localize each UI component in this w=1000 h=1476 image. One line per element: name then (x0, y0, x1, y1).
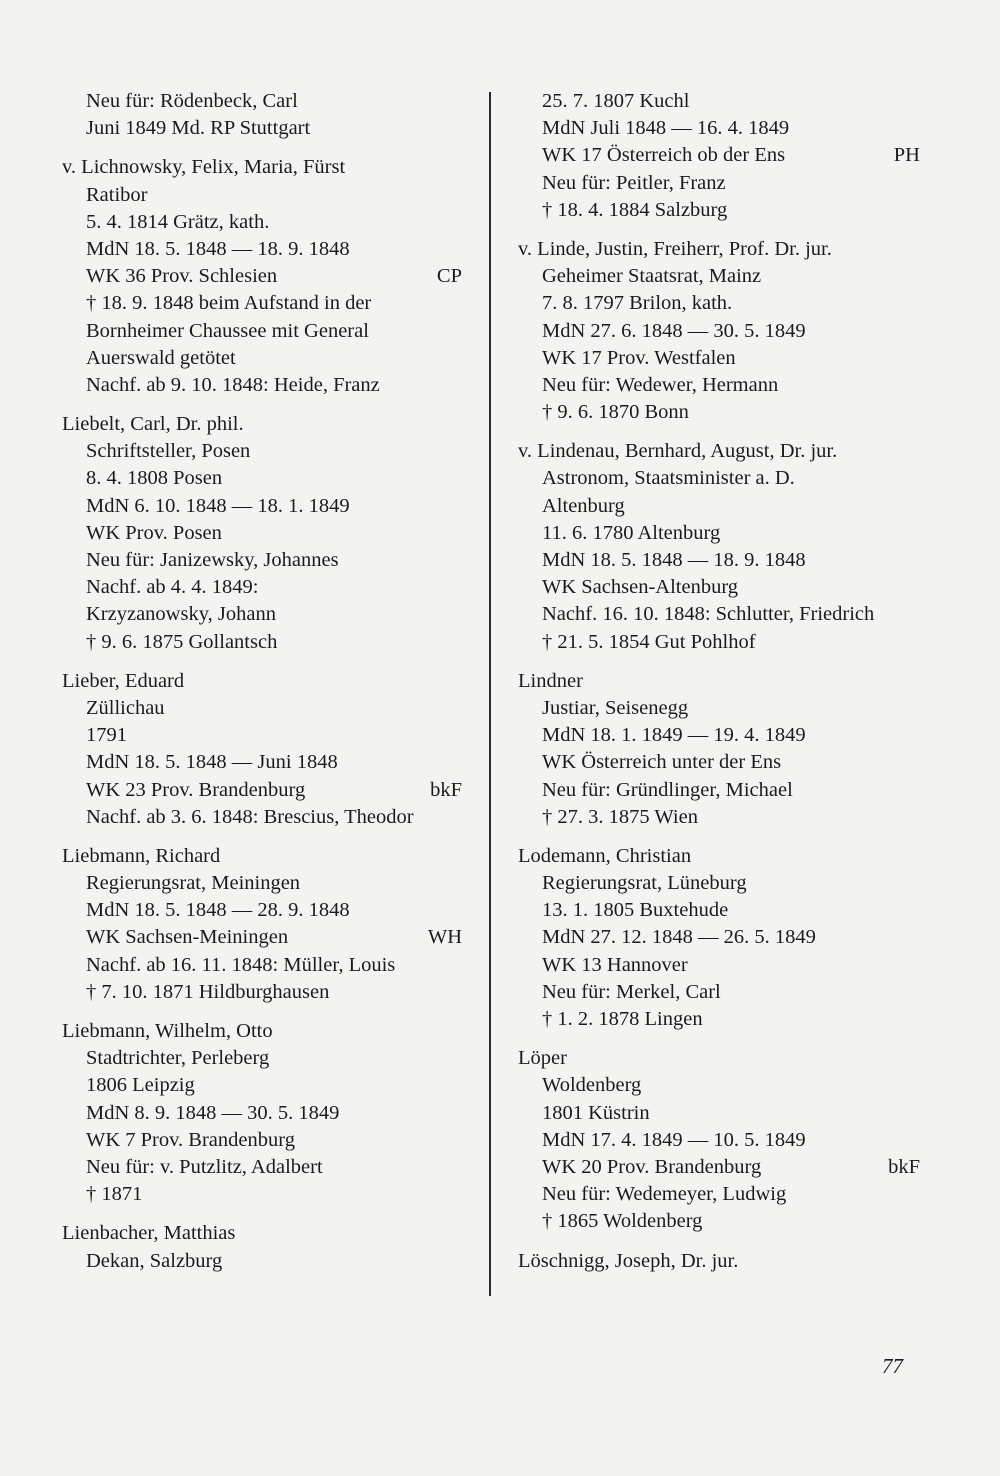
entry-detail-line (518, 372, 920, 399)
line-text: Justiar, Seisenegg (542, 696, 689, 719)
entry-name-line (62, 668, 462, 695)
entry-name-line (62, 1018, 462, 1045)
entry-name-line (518, 438, 920, 465)
line-text: Geheimer Staatsrat, Mainz (542, 265, 762, 288)
line-text: WK 13 Hannover (542, 953, 688, 976)
line-text: MdN 27. 6. 1848 — 30. 5. 1849 (542, 319, 806, 342)
entry-detail-line (518, 979, 920, 1006)
entry-name-line (62, 1220, 462, 1247)
line-text: WK 17 Prov. Westfalen (542, 346, 736, 369)
line-text: 13. 1. 1805 Buxtehude (542, 899, 729, 922)
entry-detail-line (518, 629, 920, 656)
line-text: Nachf. ab 9. 10. 1848: Heide, Franz (86, 373, 380, 396)
line-text: 1806 Leipzig (86, 1074, 195, 1097)
line-text: Nachf. 16. 10. 1848: Schlutter, Friedrich (542, 603, 875, 626)
line-text: Lienbacher, Matthias (62, 1222, 236, 1245)
line-text: WK 23 Prov. Brandenburg (86, 778, 306, 801)
register-entry (518, 1248, 920, 1275)
line-text: Löper (518, 1047, 567, 1070)
entry-detail-line (518, 345, 920, 372)
line-text: Neu für: Wedewer, Hermann (542, 373, 779, 396)
line-text: 5. 4. 1814 Grätz, kath. (86, 210, 270, 233)
line-text: Neu für: Janizewsky, Johannes (86, 549, 339, 571)
line-text: MdN Juli 1848 — 16. 4. 1849 (542, 117, 790, 140)
line-text: v. Lindenau, Bernhard, August, Dr. jur. (518, 440, 838, 463)
entry-detail-line (62, 749, 462, 776)
entry-detail-line (62, 547, 462, 574)
entry-detail-line (62, 438, 462, 465)
faction-code: CP (436, 265, 462, 288)
line-text: Nachf. ab 4. 4. 1849: (86, 576, 259, 599)
line-text: † 9. 6. 1870 Bonn (542, 401, 689, 424)
entry-detail-line (518, 601, 920, 628)
entry-detail-line (62, 345, 462, 372)
entry-detail-line (518, 777, 920, 804)
line-text: MdN 18. 5. 1848 — 18. 9. 1848 (542, 549, 806, 571)
entry-detail-line (62, 979, 462, 1006)
register-entry (62, 843, 462, 1006)
entry-detail-line (62, 182, 462, 209)
register-entry (518, 843, 920, 1033)
line-text: 7. 8. 1797 Brilon, kath. (542, 292, 733, 315)
entry-detail-line (518, 1100, 920, 1127)
entry-detail-line (518, 170, 920, 197)
register-entry (62, 88, 462, 142)
line-text: Liebelt, Carl, Dr. phil. (62, 413, 244, 436)
entry-name-line (518, 1248, 920, 1275)
entry-detail-line (62, 1045, 462, 1072)
entry-detail-line (62, 1100, 462, 1127)
line-text: Krzyzanowsky, Johann (86, 603, 276, 626)
entry-detail-line (518, 1154, 920, 1181)
line-text: Lieber, Eduard (62, 669, 185, 692)
entry-detail-line (518, 493, 920, 520)
entry-detail-line (62, 115, 462, 142)
line-text: † 21. 5. 1854 Gut Pohlhof (542, 630, 756, 653)
entry-detail-line (62, 318, 462, 345)
line-text: Liebmann, Wilhelm, Otto (62, 1020, 273, 1042)
entry-name-line (518, 843, 920, 870)
line-text: Juni 1849 Md. RP Stuttgart (86, 117, 311, 140)
line-text: Stadtrichter, Perleberg (86, 1047, 270, 1070)
line-text: Auerswald getötet (86, 346, 236, 369)
entry-detail-line (62, 601, 462, 628)
entry-detail-line (518, 465, 920, 492)
entry-detail-line (62, 520, 462, 547)
line-text: WK Prov. Posen (86, 521, 222, 544)
line-text: Ratibor (86, 183, 148, 206)
line-text: MdN 18. 5. 1848 — Juni 1848 (86, 751, 338, 774)
line-text: MdN 27. 12. 1848 — 26. 5. 1849 (542, 926, 816, 949)
line-text: Neu für: Rödenbeck, Carl (86, 90, 298, 112)
register-entry (518, 438, 920, 656)
register-entry (62, 1018, 462, 1208)
register-entry (62, 1220, 462, 1274)
line-text: WK 7 Prov. Brandenburg (86, 1128, 295, 1151)
line-text: Löschnigg, Joseph, Dr. jur. (518, 1249, 739, 1272)
entry-name-line (518, 236, 920, 263)
entry-detail-line (62, 629, 462, 656)
entry-detail-line (62, 290, 462, 317)
entry-detail-line (62, 897, 462, 924)
entry-name-line (62, 411, 462, 438)
line-text: † 1865 Woldenberg (542, 1210, 703, 1233)
line-text: † 18. 9. 1848 beim Aufstand in der (86, 292, 372, 315)
line-text: Regierungsrat, Meiningen (86, 872, 301, 895)
entry-detail-line (62, 1072, 462, 1099)
line-text: MdN 8. 9. 1848 — 30. 5. 1849 (86, 1101, 340, 1124)
entry-detail-line (518, 1006, 920, 1033)
entry-detail-line (518, 290, 920, 317)
entry-detail-line (62, 952, 462, 979)
line-text: Lindner (518, 669, 583, 692)
line-text: Altenburg (542, 494, 625, 517)
line-text: 1791 (86, 724, 127, 747)
line-text: Neu für: Merkel, Carl (542, 980, 721, 1003)
entry-name-line (62, 843, 462, 870)
entry-detail-line (518, 1181, 920, 1208)
faction-code: WH (427, 926, 462, 949)
line-text: Dekan, Salzburg (86, 1249, 223, 1272)
entry-detail-line (518, 574, 920, 601)
entry-detail-line (62, 1127, 462, 1154)
entry-detail-line (518, 804, 920, 831)
line-text: † 27. 3. 1875 Wien (542, 805, 698, 828)
entry-detail-line (62, 777, 462, 804)
line-text: v. Linde, Justin, Freiherr, Prof. Dr. jur. (518, 237, 832, 260)
entry-detail-line (518, 263, 920, 290)
entry-detail-line (518, 318, 920, 345)
line-text: 25. 7. 1807 Kuchl (542, 90, 690, 112)
entry-detail-line (518, 142, 920, 169)
entry-detail-line (62, 1181, 462, 1208)
line-text: WK 36 Prov. Schlesien (86, 265, 278, 288)
entry-detail-line (518, 695, 920, 722)
line-text: WK 20 Prov. Brandenburg (542, 1155, 762, 1178)
entry-detail-line (62, 372, 462, 399)
line-text: WK Sachsen-Meiningen (86, 926, 289, 949)
entry-detail-line (62, 574, 462, 601)
entry-detail-line (62, 722, 462, 749)
line-text: Nachf. ab 16. 11. 1848: Müller, Louis (86, 953, 396, 976)
line-text: Bornheimer Chaussee mit General (86, 319, 369, 342)
line-text: Regierungsrat, Lüneburg (542, 872, 747, 895)
line-text: v. Lichnowsky, Felix, Maria, Fürst (62, 156, 346, 179)
entry-detail-line (62, 695, 462, 722)
page-number: 77 (882, 1354, 903, 1378)
entry-detail-line (62, 804, 462, 831)
line-text: Woldenberg (542, 1074, 642, 1097)
entry-detail-line (62, 1248, 462, 1275)
entry-name-line (62, 154, 462, 181)
entry-detail-line (518, 520, 920, 547)
line-text: MdN 6. 10. 1848 — 18. 1. 1849 (86, 494, 350, 517)
entry-detail-line (518, 952, 920, 979)
register-entry (518, 668, 920, 831)
entry-detail-line (518, 722, 920, 749)
line-text: Liebmann, Richard (62, 844, 221, 867)
entry-detail-line (62, 209, 462, 236)
register-entry (518, 1045, 920, 1235)
entry-detail-line (518, 1127, 920, 1154)
line-text: † 1871 (86, 1183, 143, 1206)
register-entry (518, 88, 920, 224)
left-column (62, 88, 462, 1287)
entry-name-line (518, 1045, 920, 1072)
entry-detail-line (62, 236, 462, 263)
line-text: Neu für: v. Putzlitz, Adalbert (86, 1155, 323, 1178)
line-text: † 1. 2. 1878 Lingen (542, 1008, 703, 1030)
line-text: Neu für: Wedemeyer, Ludwig (542, 1183, 787, 1206)
entry-detail-line (518, 924, 920, 951)
line-text: Züllichau (86, 696, 165, 719)
line-text: Neu für: Peitler, Franz (542, 171, 726, 194)
line-text: WK Sachsen-Altenburg (542, 576, 739, 599)
line-text: MdN 18. 1. 1849 — 19. 4. 1849 (542, 724, 806, 747)
entry-detail-line (62, 1154, 462, 1181)
entry-detail-line (518, 547, 920, 574)
entry-detail-line (518, 749, 920, 776)
right-column (518, 88, 920, 1287)
line-text: Neu für: Gründlinger, Michael (542, 778, 793, 801)
line-text: WK 17 Österreich ob der Ens (542, 144, 786, 167)
entry-detail-line (518, 1072, 920, 1099)
entry-detail-line (62, 924, 462, 951)
entry-detail-line (62, 465, 462, 492)
entry-name-line (518, 668, 920, 695)
entry-detail-line (518, 399, 920, 426)
line-text: 8. 4. 1808 Posen (86, 467, 223, 490)
entry-detail-line (62, 88, 462, 115)
line-text: Lodemann, Christian (518, 844, 692, 867)
line-text: Schriftsteller, Posen (86, 440, 251, 463)
line-text: WK Österreich unter der Ens (542, 751, 782, 774)
entry-detail-line (62, 493, 462, 520)
entry-detail-line (518, 115, 920, 142)
faction-code: bkF (430, 778, 462, 801)
line-text: † 7. 10. 1871 Hildburghausen (86, 980, 330, 1003)
line-text: MdN 17. 4. 1849 — 10. 5. 1849 (542, 1128, 806, 1151)
register-entry (62, 411, 462, 656)
entry-detail-line (518, 88, 920, 115)
line-text: † 9. 6. 1875 Gollantsch (86, 630, 278, 653)
entry-detail-line (518, 197, 920, 224)
line-text: Nachf. ab 3. 6. 1848: Brescius, Theodor (86, 805, 414, 828)
line-text: † 18. 4. 1884 Salzburg (542, 198, 728, 221)
line-text: MdN 18. 5. 1848 — 18. 9. 1848 (86, 237, 350, 260)
faction-code: bkF (888, 1155, 920, 1178)
entry-detail-line (518, 897, 920, 924)
line-text: Astronom, Staatsminister a. D. (542, 467, 795, 490)
register-entry (62, 668, 462, 831)
register-entry (518, 236, 920, 426)
entry-detail-line (518, 870, 920, 897)
entry-detail-line (62, 870, 462, 897)
faction-code: PH (893, 144, 920, 167)
column-divider (489, 92, 491, 1296)
register-entry (62, 154, 462, 399)
entry-detail-line (62, 263, 462, 290)
line-text: MdN 18. 5. 1848 — 28. 9. 1848 (86, 899, 350, 922)
line-text: 1801 Küstrin (542, 1101, 650, 1124)
line-text: 11. 6. 1780 Altenburg (542, 521, 721, 544)
entry-detail-line (518, 1208, 920, 1235)
